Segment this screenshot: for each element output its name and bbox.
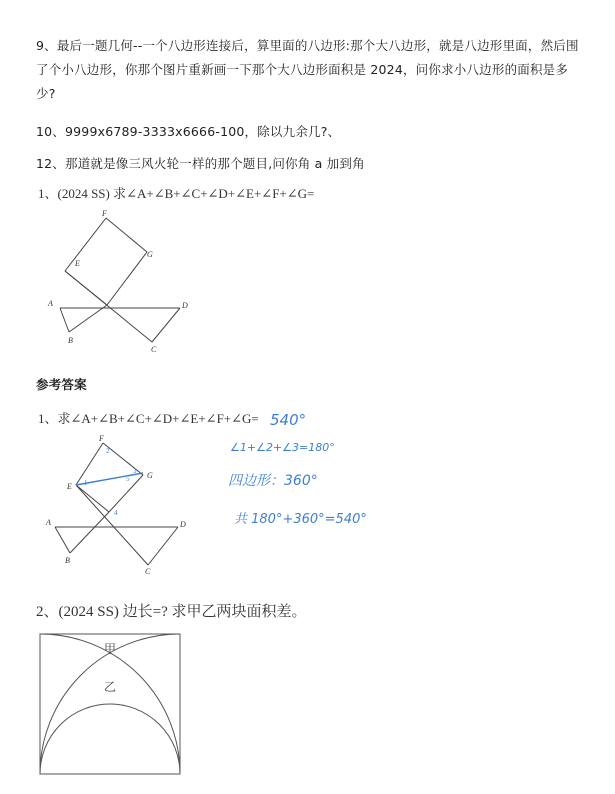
angle-mark-3: 3 [133, 467, 137, 475]
region-yi-label: 乙 [104, 680, 117, 694]
answer1-diagram [55, 443, 178, 565]
question-10: 10、9999x6789-3333x6666-100，除以九余几?、 [36, 124, 341, 139]
answer-label-A: A [46, 518, 51, 527]
label-D: D [182, 301, 188, 310]
label-G: G [147, 250, 153, 259]
angle-mark-2: 2 [106, 447, 110, 455]
angle-mark-5: 5 [126, 475, 130, 483]
handwritten-line-1: ∠1+∠2+∠3=180° [230, 441, 335, 454]
answer-value: 540° [270, 411, 307, 429]
label-E: E [75, 259, 80, 268]
answer-heading: 参考答案 [36, 377, 87, 392]
angle-mark-4: 4 [114, 509, 118, 517]
question-12: 12、那道就是像三风火轮一样的那个题目,问你角 a 加到角 [36, 156, 365, 171]
answer-label-D: D [180, 520, 186, 529]
label-B: B [68, 336, 73, 345]
problem1-figure [30, 180, 370, 360]
angle-mark-1: 1 [84, 479, 88, 487]
answer1-title: 1、求∠A+∠B+∠C+∠D+∠E+∠F+∠G= [38, 411, 259, 426]
question-9: 9、最后一题几何--一个八边形连接后，算里面的八边形:那个大八边形，就是八边形里面，然后围了个小八边形，你那个图片重新画一下那个大八边形面积是 2024，问你求小八边形的面积是多少? [36, 38, 579, 101]
answer-label-C: C [145, 567, 151, 576]
problem1-title: 1、(2024 SS) 求∠A+∠B+∠C+∠D+∠E+∠F+∠G= [38, 186, 315, 201]
region-jia-label: 甲 [104, 642, 117, 656]
handwritten-line-3: 共 180°+360°=540° [234, 512, 367, 527]
label-A: A [48, 299, 53, 308]
label-C: C [151, 345, 157, 354]
answer-label-E: E [67, 482, 72, 491]
answer1-figure [30, 405, 390, 580]
problem2-figure [30, 598, 380, 783]
answer-label-G: G [147, 471, 153, 480]
problem2-title: 2、(2024 SS) 边长=? 求甲乙两块面积差。 [36, 604, 307, 620]
handwritten-answer [228, 411, 367, 527]
answer-label-F: F [99, 434, 104, 443]
label-F: F [102, 209, 107, 218]
answer-label-B: B [65, 556, 70, 565]
problem1-diagram [60, 218, 180, 342]
handwritten-line-2: 四边形：360° [228, 473, 318, 489]
